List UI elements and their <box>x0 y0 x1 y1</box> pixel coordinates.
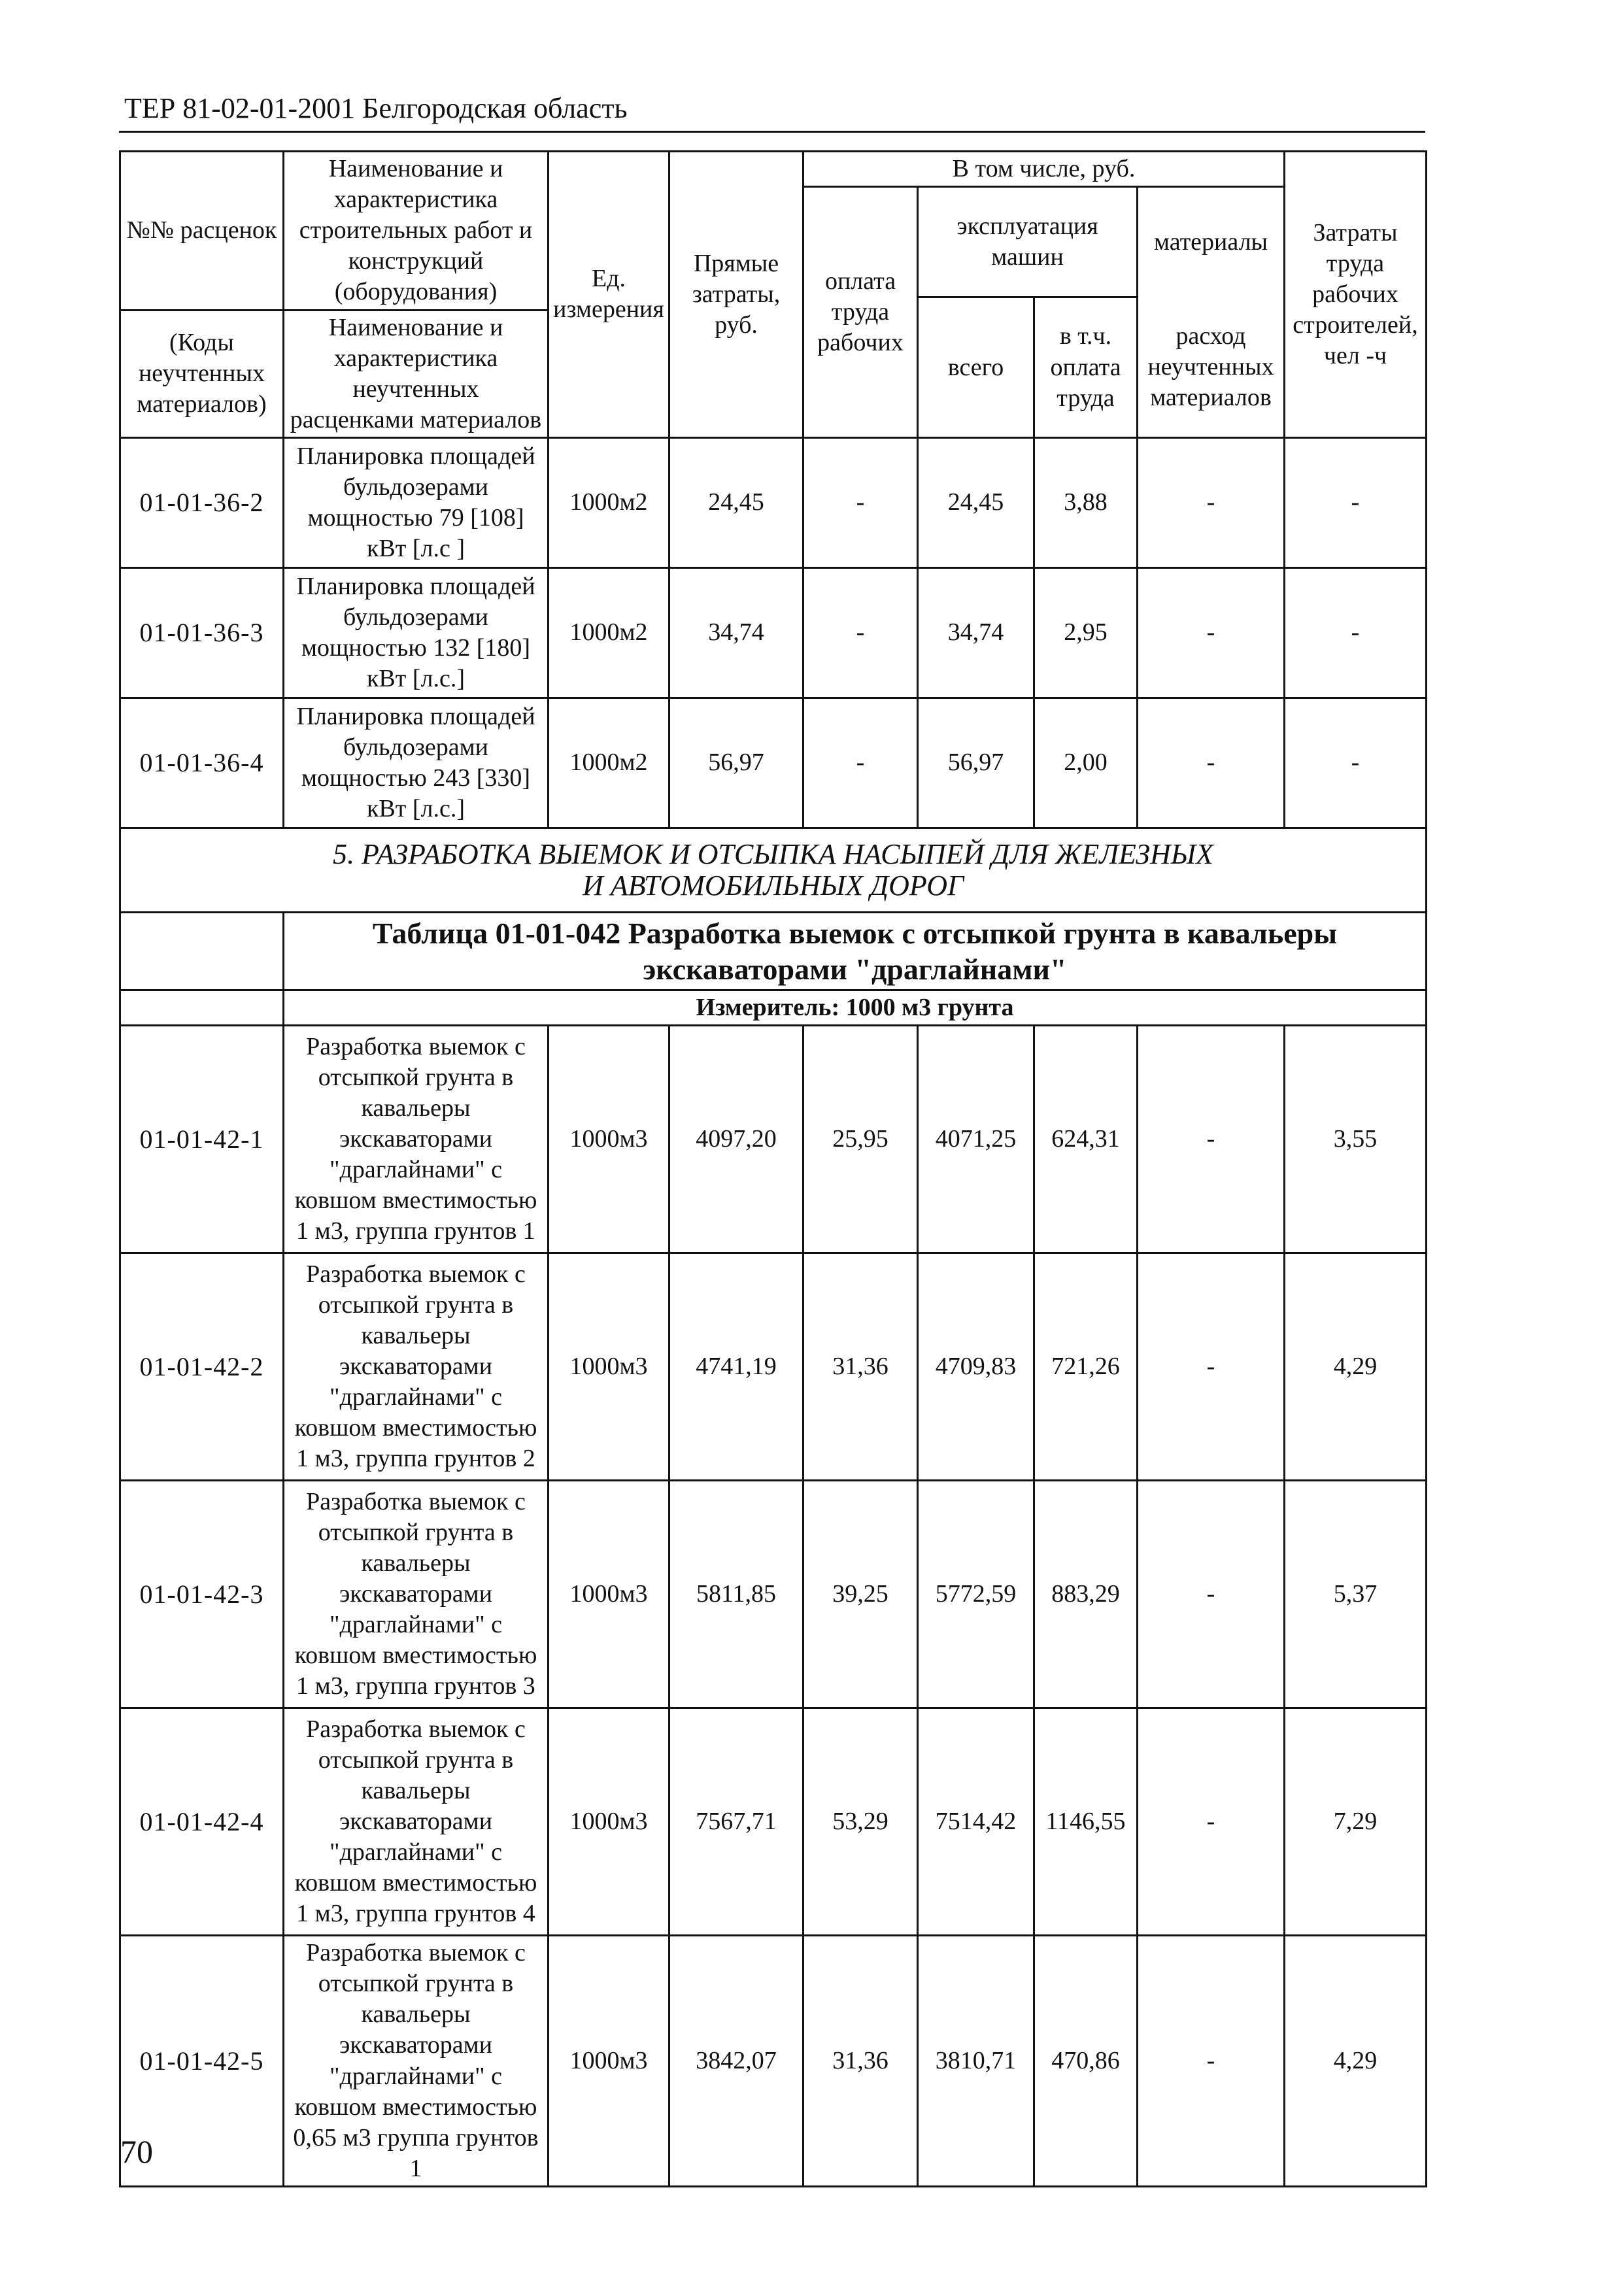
rate-code: 01-01-42-5 <box>120 1936 284 2187</box>
direct-cost: 3842,07 <box>669 1936 804 2187</box>
header-direct: Прямые затраты, руб. <box>669 152 804 438</box>
table-title: Таблица 01-01-042 Разработка выемок с отсыпкой грунта в кавальеры экскаваторами "драглайнами" <box>284 912 1427 990</box>
work-name: Разработка выемок с отсыпкой грунта в кавальеры экскаваторами "драглайнами" с ковшом вместимостью 1 м3, группа грунтов 1 <box>284 1026 549 1253</box>
work-name: Планировка площадей бульдозерами мощностью 79 [108] кВт [л.с ] <box>284 437 549 567</box>
labor: - <box>1285 698 1427 828</box>
rate-code: 01-01-42-2 <box>120 1253 284 1481</box>
table-title-row <box>120 912 1427 990</box>
work-name: Разработка выемок с отсыпкой грунта в кавальеры экскаваторами "драглайнами" с ковшом вместимостью 1 м3, группа грунтов 4 <box>284 1708 549 1936</box>
work-name: Разработка выемок с отсыпкой грунта в кавальеры экскаваторами "драглайнами" с ковшом вместимостью 0,65 м3 группа грунтов 1 <box>284 1936 549 2187</box>
document-header-title: ТЕР 81-02-01-2001 Белгородская область <box>124 92 628 124</box>
header-materials: материалы <box>1138 187 1285 297</box>
materials: - <box>1138 698 1285 828</box>
machines-wage: 3,88 <box>1034 437 1138 567</box>
machines-total: 56,97 <box>918 698 1034 828</box>
machines-total: 34,74 <box>918 567 1034 698</box>
price-table <box>119 150 1427 2187</box>
wage: 31,36 <box>804 1253 918 1481</box>
header-unit: Ед. измерения <box>549 152 669 438</box>
machines-wage: 721,26 <box>1034 1253 1138 1481</box>
machines-wage: 470,86 <box>1034 1936 1138 2187</box>
unit: 1000м3 <box>549 1936 669 2187</box>
wage: - <box>804 698 918 828</box>
direct-cost: 34,74 <box>669 567 804 698</box>
materials: - <box>1138 437 1285 567</box>
unit: 1000м3 <box>549 1253 669 1481</box>
materials: - <box>1138 1936 1285 2187</box>
labor: 4,29 <box>1285 1936 1427 2187</box>
wage: - <box>804 437 918 567</box>
machines-total: 24,45 <box>918 437 1034 567</box>
header-name-sub: Наименование и характеристика неучтенных расценками материалов <box>284 310 549 437</box>
table-row <box>120 698 1427 828</box>
machines-wage: 2,00 <box>1034 698 1138 828</box>
header-code-sub: (Коды неучтенных материалов) <box>120 310 284 437</box>
unit: 1000м3 <box>549 1026 669 1253</box>
unit: 1000м3 <box>549 1481 669 1708</box>
section-heading-row <box>120 828 1427 912</box>
work-name: Разработка выемок с отсыпкой грунта в кавальеры экскаваторами "драглайнами" с ковшом вместимостью 1 м3, группа грунтов 2 <box>284 1253 549 1481</box>
work-name: Планировка площадей бульдозерами мощностью 132 [180] кВт [л.с.] <box>284 567 549 698</box>
unit: 1000м2 <box>549 437 669 567</box>
machines-total: 5772,59 <box>918 1481 1034 1708</box>
measure-left-cell <box>120 990 284 1025</box>
direct-cost: 24,45 <box>669 437 804 567</box>
table-row <box>120 1253 1427 1481</box>
direct-cost: 5811,85 <box>669 1481 804 1708</box>
header-rule <box>119 131 1425 133</box>
table-row <box>120 1936 1427 2187</box>
wage: 39,25 <box>804 1481 918 1708</box>
machines-wage: 883,29 <box>1034 1481 1138 1708</box>
measure-row <box>120 990 1427 1025</box>
machines-total: 4709,83 <box>918 1253 1034 1481</box>
labor: 3,55 <box>1285 1026 1427 1253</box>
machines-wage: 1146,55 <box>1034 1708 1138 1936</box>
header-materials-sub: расход неучтенных материалов <box>1138 297 1285 438</box>
section-heading-line2: И АВТОМОБИЛЬНЫХ ДОРОГ <box>582 869 964 902</box>
table-row <box>120 1026 1427 1253</box>
direct-cost: 56,97 <box>669 698 804 828</box>
machines-wage: 624,31 <box>1034 1026 1138 1253</box>
wage: 25,95 <box>804 1026 918 1253</box>
rate-code: 01-01-36-2 <box>120 437 284 567</box>
materials: - <box>1138 1026 1285 1253</box>
section-heading-line1: 5. РАЗРАБОТКА ВЫЕМОК И ОТСЫПКА НАСЫПЕЙ ДЛЯ ЖЕЛЕЗНЫХ <box>332 837 1214 870</box>
work-name: Разработка выемок с отсыпкой грунта в кавальеры экскаваторами "драглайнами" с ковшом вместимостью 1 м3, группа грунтов 3 <box>284 1481 549 1708</box>
wage: 31,36 <box>804 1936 918 2187</box>
rate-code: 01-01-42-1 <box>120 1026 284 1253</box>
header-machines-total: всего <box>918 297 1034 438</box>
work-name: Планировка площадей бульдозерами мощностью 243 [330] кВт [л.с.] <box>284 698 549 828</box>
table-row <box>120 1481 1427 1708</box>
header-including: В том числе, руб. <box>804 152 1285 187</box>
wage: - <box>804 567 918 698</box>
header-labor: Затраты труда рабочих строителей, чел -ч <box>1285 152 1427 438</box>
labor: - <box>1285 567 1427 698</box>
header-name: Наименование и характеристика строительных работ и конструкций (оборудования) <box>284 152 549 311</box>
direct-cost: 4741,19 <box>669 1253 804 1481</box>
header-wage: оплата труда рабочих <box>804 187 918 438</box>
machines-total: 7514,42 <box>918 1708 1034 1936</box>
labor: 5,37 <box>1285 1481 1427 1708</box>
table-row <box>120 1708 1427 1936</box>
direct-cost: 7567,71 <box>669 1708 804 1936</box>
table-row <box>120 437 1427 567</box>
materials: - <box>1138 1708 1285 1936</box>
header-machines: эксплуатация машин <box>918 187 1138 297</box>
page-number: 70 <box>120 2133 153 2170</box>
table-row <box>120 567 1427 698</box>
materials: - <box>1138 1481 1285 1708</box>
unit: 1000м2 <box>549 698 669 828</box>
section-heading <box>120 828 1427 912</box>
wage: 53,29 <box>804 1708 918 1936</box>
rate-code: 01-01-36-4 <box>120 698 284 828</box>
header-machines-wage: в т.ч. оплата труда <box>1034 297 1138 438</box>
rate-code: 01-01-42-4 <box>120 1708 284 1936</box>
direct-cost: 4097,20 <box>669 1026 804 1253</box>
machines-total: 4071,25 <box>918 1026 1034 1253</box>
rate-code: 01-01-42-3 <box>120 1481 284 1708</box>
machines-total: 3810,71 <box>918 1936 1034 2187</box>
rate-code: 01-01-36-3 <box>120 567 284 698</box>
unit: 1000м2 <box>549 567 669 698</box>
header-code: №№ расценок <box>120 152 284 311</box>
table-title-left-cell <box>120 912 284 990</box>
labor: 4,29 <box>1285 1253 1427 1481</box>
labor: 7,29 <box>1285 1708 1427 1936</box>
unit: 1000м3 <box>549 1708 669 1936</box>
labor: - <box>1285 437 1427 567</box>
measure-unit: Измеритель: 1000 м3 грунта <box>284 990 1427 1025</box>
materials: - <box>1138 567 1285 698</box>
materials: - <box>1138 1253 1285 1481</box>
machines-wage: 2,95 <box>1034 567 1138 698</box>
